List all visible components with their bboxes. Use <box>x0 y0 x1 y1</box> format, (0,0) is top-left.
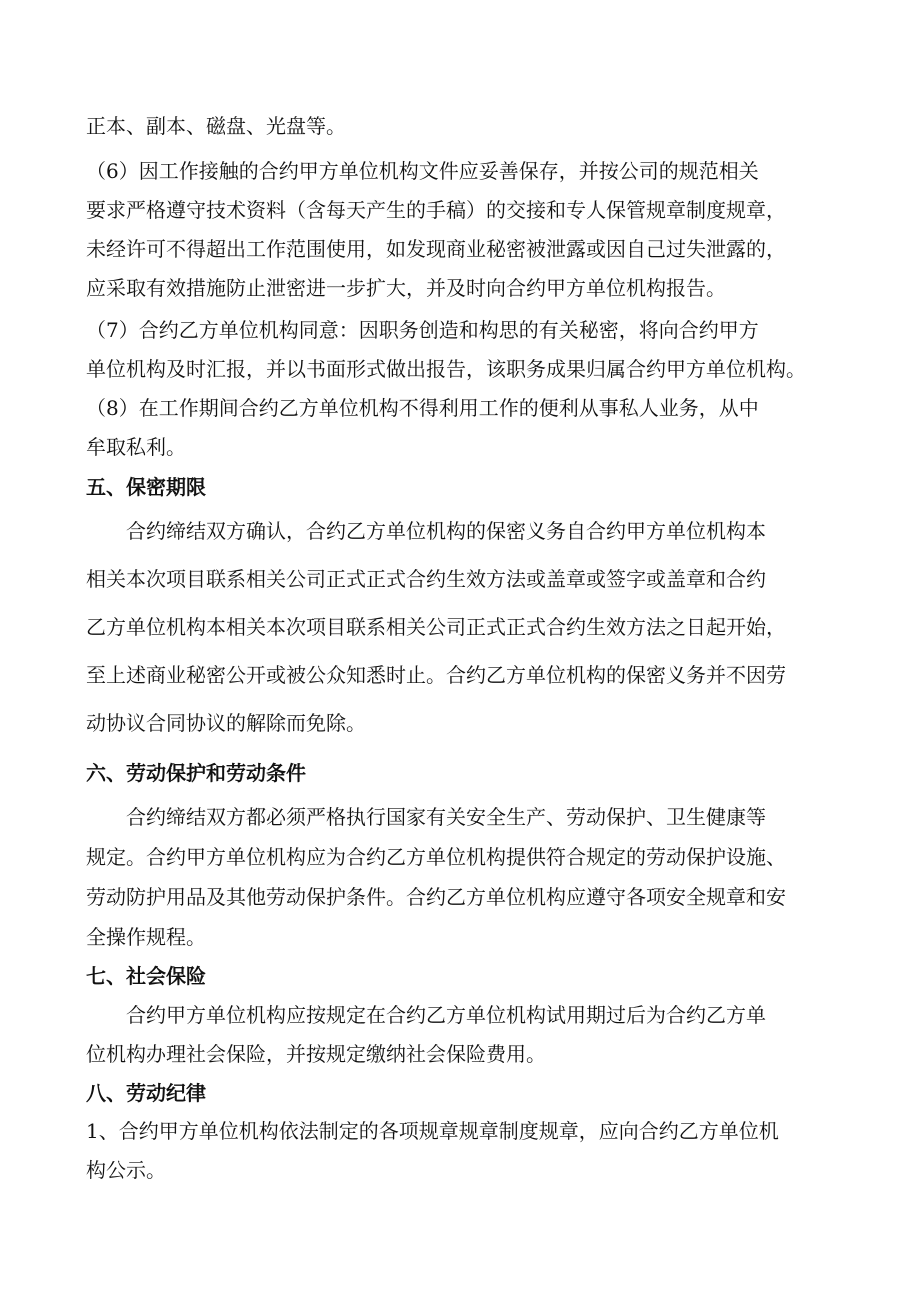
section-heading-8: 八、劳动纪律 <box>86 1081 206 1105</box>
body-line: 规定。合约甲方单位机构应为合约乙方单位机构提供符合规定的劳动保护设施、 <box>86 845 786 869</box>
section-heading-7: 七、社会保险 <box>86 964 206 988</box>
clause-8-line: （8）在工作期间合约乙方单位机构不得利用工作的便利从事私人业务，从中 <box>86 396 759 420</box>
body-line: 全操作规程。 <box>86 925 206 949</box>
body-line: 劳动防护用品及其他劳动保护条件。合约乙方单位机构应遵守各项安全规章和安 <box>86 885 786 909</box>
paragraph-first-line: 合约缔结双方确认，合约乙方单位机构的保密义务自合约甲方单位机构本 <box>126 519 766 543</box>
body-line: 要求严格遵守技术资料（含每天产生的手稿）的交接和专人保管规章制度规章， <box>86 198 786 222</box>
body-line: 相关本次项目联系相关公司正式正式合约生效方法或盖章或签字或盖章和合约 <box>86 567 766 591</box>
section-heading-5: 五、保密期限 <box>86 475 206 499</box>
clause-7-line: （7）合约乙方单位机构同意：因职务创造和构思的有关秘密，将向合约甲方 <box>86 318 759 342</box>
list-item-1-line: 1、合约甲方单位机构依法制定的各项规章规章制度规章，应向合约乙方单位机 <box>86 1119 779 1143</box>
body-line: 乙方单位机构本相关本次项目联系相关公司正式正式合约生效方法之日起开始， <box>86 615 786 639</box>
body-line: 单位机构及时汇报，并以书面形式做出报告，该职务成果归属合约甲方单位机构。 <box>86 357 806 381</box>
body-line: 正本、副本、磁盘、光盘等。 <box>86 114 346 138</box>
body-line: 构公示。 <box>86 1158 166 1182</box>
body-line: 未经许可不得超出工作范围使用，如发现商业秘密被泄露或因自己过失泄露的， <box>86 237 786 261</box>
body-line: 位机构办理社会保险，并按规定缴纳社会保险费用。 <box>86 1042 546 1066</box>
clause-6-line: （6）因工作接触的合约甲方单位机构文件应妥善保存，并按公司的规范相关 <box>86 159 759 183</box>
body-line: 牟取私利。 <box>86 435 186 459</box>
paragraph-first-line: 合约缔结双方都必须严格执行国家有关安全生产、劳动保护、卫生健康等 <box>126 805 766 829</box>
section-heading-6: 六、劳动保护和劳动条件 <box>86 761 306 785</box>
body-line: 动协议合同协议的解除而免除。 <box>86 711 366 735</box>
body-line: 应采取有效措施防止泄密进一步扩大，并及时向合约甲方单位机构报告。 <box>86 276 726 300</box>
body-line: 至上述商业秘密公开或被公众知悉时止。合约乙方单位机构的保密义务并不因劳 <box>86 663 786 687</box>
paragraph-first-line: 合约甲方单位机构应按规定在合约乙方单位机构试用期过后为合约乙方单 <box>126 1003 766 1027</box>
